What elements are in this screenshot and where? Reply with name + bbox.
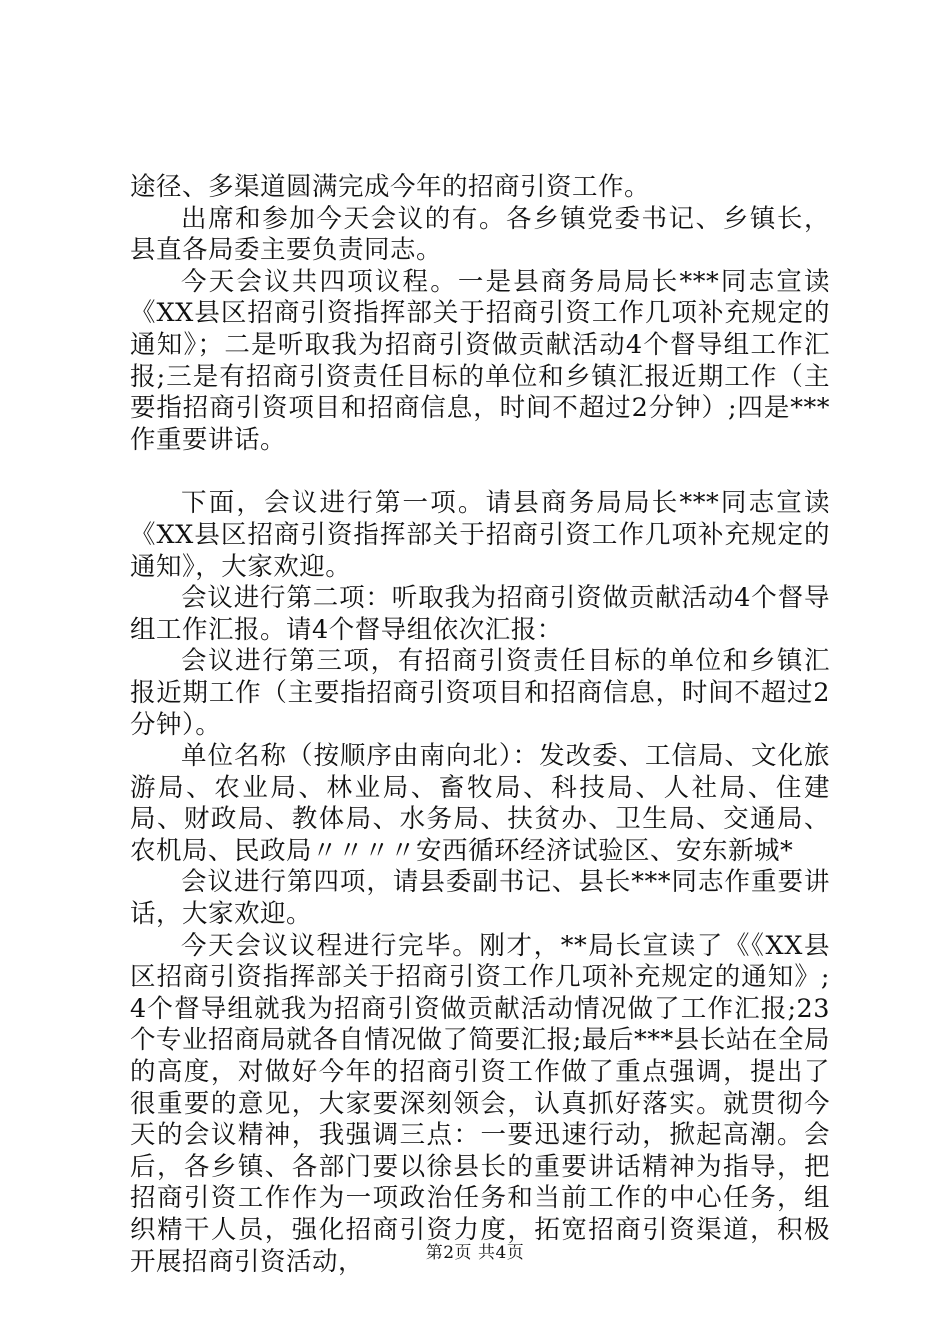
- paragraph-unit-names: 单位名称（按顺序由南向北）：发改委、工信局、文化旅游局、农业局、林业局、畜牧局、科技局、人社局、住建局、财政局、教体局、水务局、扶贫办、卫生局、交通局、农机局、民政局〃〃〃〃安西循环经济试验区、安东新城*: [130, 741, 830, 866]
- paragraph-item-two: 会议进行第二项：听取我为招商引资做贡献活动4个督导组工作汇报。请4个督导组依次汇报：: [130, 583, 830, 645]
- page-number-footer: 第2页 共4页: [425, 1243, 525, 1263]
- paragraph-agenda: 今天会议共四项议程。一是县商务局局长***同志宣读《XX县区招商引资指挥部关于招商引资工作几项补充规定的通知》；二是听取我为招商引资做贡献活动4个督导组工作汇报;三是有招商引资责任目标的单位和乡镇汇报近期工作（主要指招商引资项目和招商信息，时间不超过2分钟）;四是***作重要讲话。: [130, 266, 830, 455]
- paragraph-item-three: 会议进行第三项，有招商引资责任目标的单位和乡镇汇报近期工作（主要指招商引资项目和招商信息，时间不超过2分钟）。: [130, 646, 830, 740]
- paragraph-continuation: 途径、多渠道圆满完成今年的招商引资工作。: [130, 172, 651, 202]
- paragraph-summary: 今天会议议程进行完毕。刚才，**局长宣读了《《XX县区招商引资指挥部关于招商引资工作几项补充规定的通知》;4个督导组就我为招商引资做贡献活动情况做了工作汇报;23个专业招商局就各自情况做了简要汇报;最后***县长站在全局的高度，对做好今年的招商引资工作做了重点强调，提出了很重要的意见，大家要深刻领会，认真抓好落实。就贯彻今天的会议精神，我强调三点：一要迅速行动，掀起高潮。会后，各乡镇、各部门要以徐县长的重要讲话精神为指导，把招商引资工作作为一项政治任务和当前工作的中心任务，组织精干人员，强化招商引资力度，拓宽招商引资渠道，积极开展招商引资活动，: [130, 930, 830, 1277]
- paragraph-attendees: 出席和参加今天会议的有。各乡镇党委书记、乡镇长，县直各局委主要负责同志。: [130, 203, 830, 266]
- paragraph-item-four: 会议进行第四项，请县委副书记、县长***同志作重要讲话，大家欢迎。: [130, 867, 830, 930]
- paragraph-item-one: 下面，会议进行第一项。请县商务局局长***同志宣读《XX县区招商引资指挥部关于招商引资工作几项补充规定的通知》，大家欢迎。: [130, 488, 830, 582]
- document-body: [130, 172, 830, 1278]
